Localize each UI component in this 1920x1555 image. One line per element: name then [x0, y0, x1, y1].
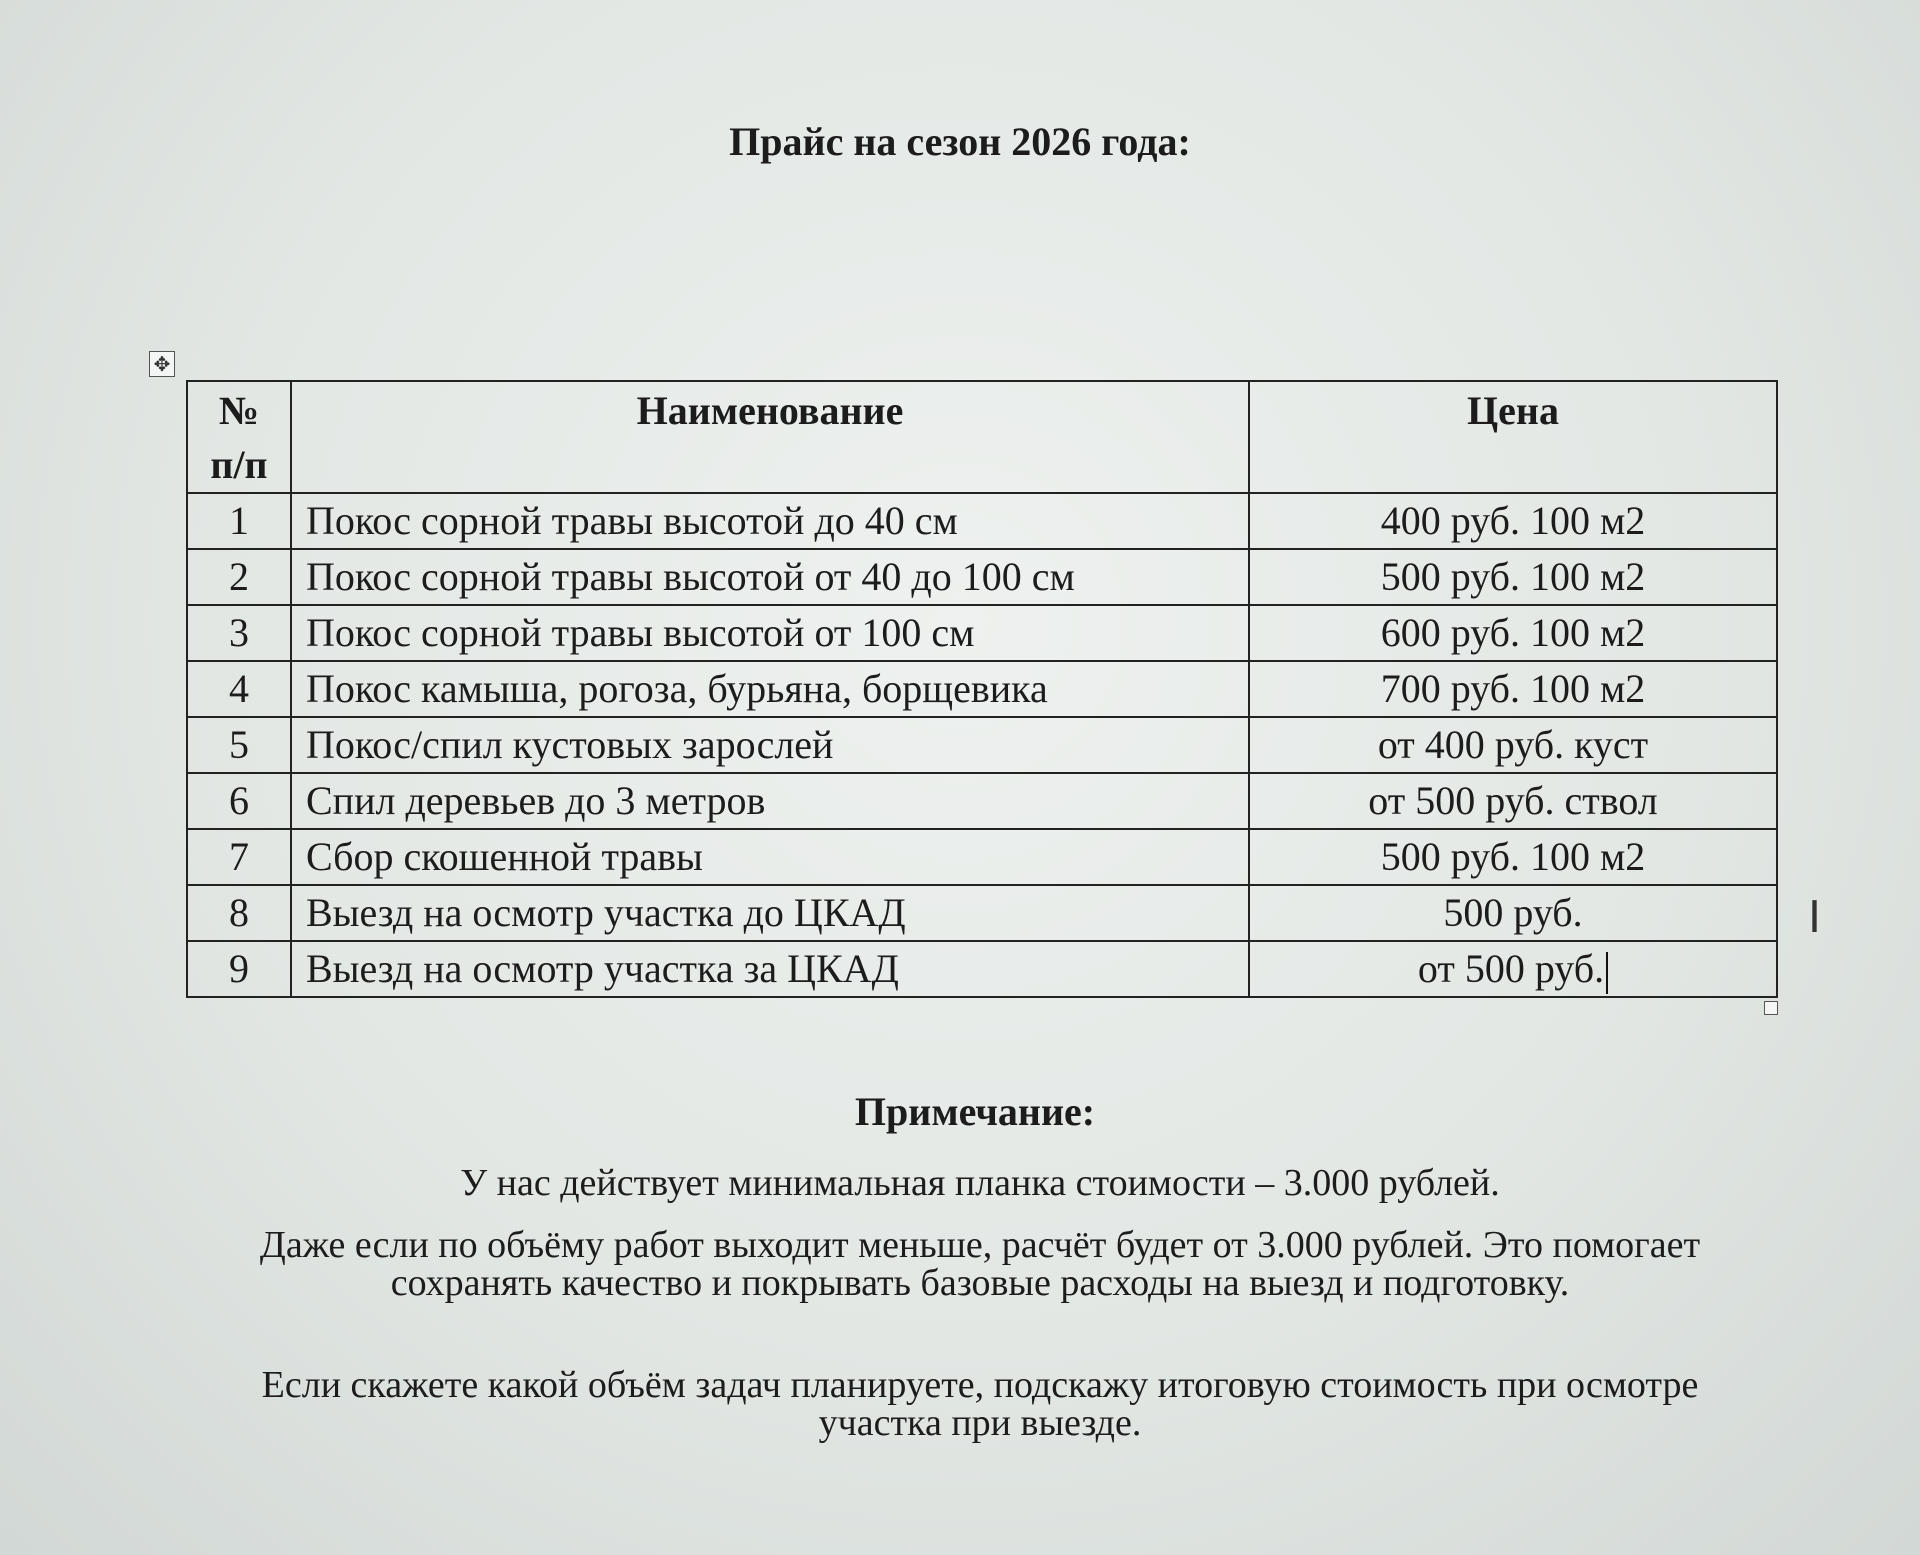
table-row [187, 661, 1777, 717]
table-row [187, 773, 1777, 829]
note-paragraph-3: Если скажете какой объём задач планируете, подскажу итоговую стоимость при осмотре участка при выезде. [261, 1364, 1699, 1444]
table-row [187, 605, 1777, 661]
row-price[interactable]: 500 руб. 100 м2 [1249, 829, 1777, 885]
row-price[interactable]: от 400 руб. куст [1249, 717, 1777, 773]
table-resize-handle-icon[interactable] [1764, 1001, 1778, 1015]
table-row [187, 829, 1777, 885]
row-name[interactable]: Покос камыша, рогоза, бурьяна, борщевика [291, 661, 1249, 717]
row-name[interactable]: Выезд на осмотр участка до ЦКАД [291, 885, 1249, 941]
row-number[interactable]: 4 [187, 661, 291, 717]
table-row [187, 885, 1777, 941]
row-price[interactable]: 500 руб. 100 м2 [1249, 549, 1777, 605]
row-name[interactable]: Покос/спил кустовых зарослей [291, 717, 1249, 773]
table-row [187, 493, 1777, 549]
text-cursor-icon: I [1808, 892, 1821, 943]
header-number-symbol: № [218, 388, 260, 433]
row-number[interactable]: 9 [187, 941, 291, 997]
row-price: от 500 руб. [1417, 946, 1605, 991]
text-caret [1606, 952, 1608, 994]
row-price[interactable]: 700 руб. 100 м2 [1249, 661, 1777, 717]
row-price[interactable]: 500 руб. [1249, 885, 1777, 941]
row-name[interactable]: Покос сорной травы высотой от 100 см [291, 605, 1249, 661]
note-paragraph-1: У нас действует минимальная планка стоимости – 3.000 рублей. [460, 1162, 1500, 1204]
header-price[interactable]: Цена [1249, 381, 1777, 493]
note-paragraph-2: Даже если по объёму работ выходит меньше, расчёт будет от 3.000 рублей. Это помогает сохранять качество и покрывать базовые расходы на выезд и подготовку. [259, 1224, 1701, 1304]
row-price[interactable]: 400 руб. 100 м2 [1249, 493, 1777, 549]
price-table[interactable] [186, 380, 1778, 998]
row-number[interactable]: 5 [187, 717, 291, 773]
row-name[interactable]: Покос сорной травы высотой до 40 см [291, 493, 1249, 549]
row-price[interactable]: от 500 руб. ствол [1249, 773, 1777, 829]
table-header-row [187, 381, 1777, 493]
row-number[interactable]: 7 [187, 829, 291, 885]
row-name[interactable]: Выезд на осмотр участка за ЦКАД [291, 941, 1249, 997]
row-price-with-caret[interactable] [1249, 941, 1777, 997]
row-number[interactable]: 3 [187, 605, 291, 661]
table-row [187, 549, 1777, 605]
header-number[interactable] [187, 381, 291, 493]
note-title: Примечание: [854, 1089, 1096, 1134]
row-price[interactable]: 600 руб. 100 м2 [1249, 605, 1777, 661]
row-number[interactable]: 8 [187, 885, 291, 941]
table-row [187, 941, 1777, 997]
table-row [187, 717, 1777, 773]
document-title: Прайс на сезон 2026 года: [729, 119, 1191, 164]
header-number-abbr: п/п [210, 442, 268, 487]
row-name[interactable]: Покос сорной травы высотой от 40 до 100 см [291, 549, 1249, 605]
row-name[interactable]: Спил деревьев до 3 метров [291, 773, 1249, 829]
row-number[interactable]: 6 [187, 773, 291, 829]
row-name[interactable]: Сбор скошенной травы [291, 829, 1249, 885]
row-number[interactable]: 1 [187, 493, 291, 549]
row-number[interactable]: 2 [187, 549, 291, 605]
table-move-handle-icon[interactable]: ✥ [149, 351, 175, 377]
header-name[interactable]: Наименование [291, 381, 1249, 493]
